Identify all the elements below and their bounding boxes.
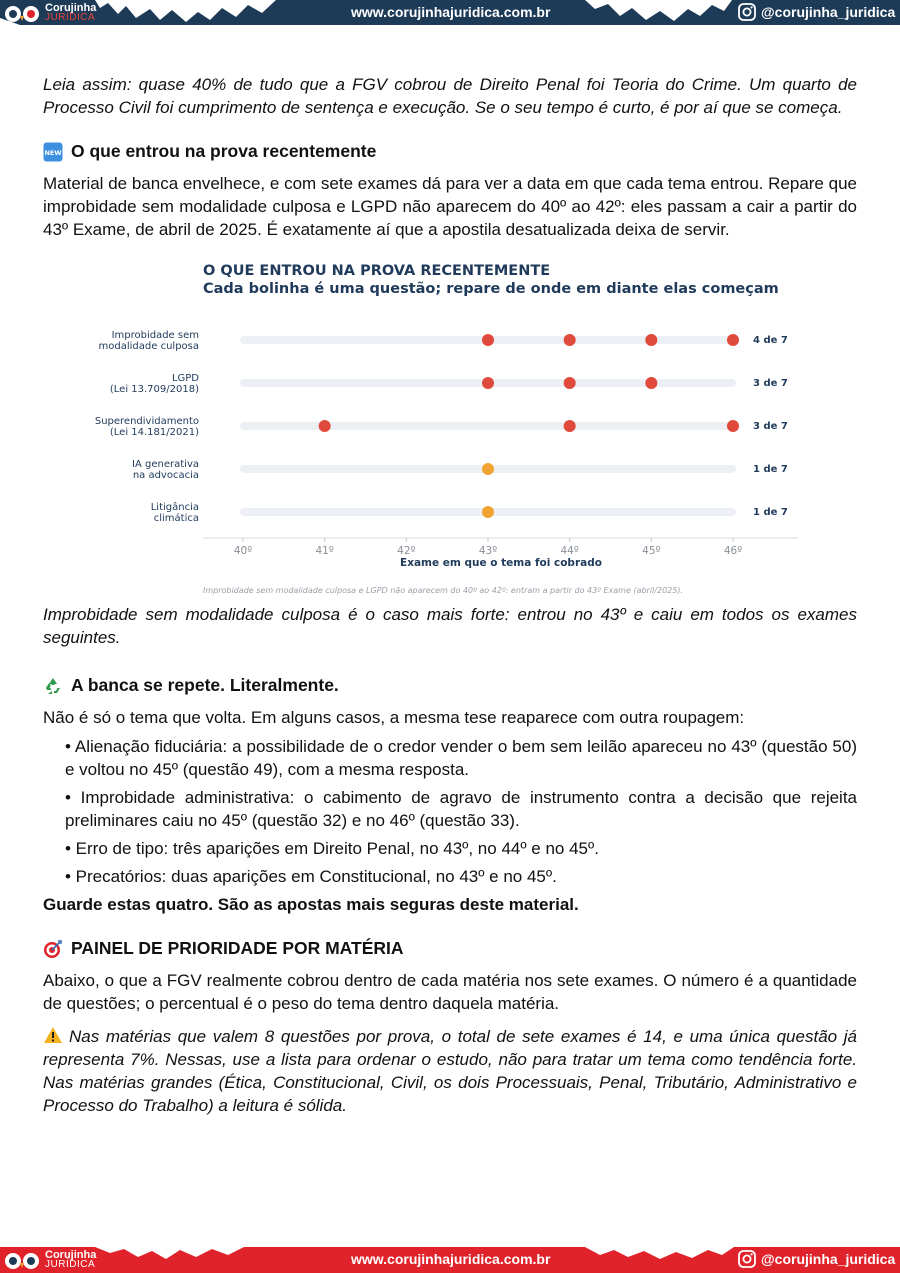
brand-subtitle: JURÍDICA [45, 1259, 96, 1270]
row-label: climática [153, 513, 199, 524]
x-tick-label: 40º [233, 545, 253, 557]
x-tick-label: 46º [723, 545, 743, 557]
section-title: A banca se repete. Literalmente. [71, 675, 339, 695]
header-social-handle: @corujinha_juridica [761, 4, 896, 20]
owl-logo-icon [4, 1249, 42, 1271]
warning-note [43, 1025, 857, 1117]
row-count-label: 3 de 7 [753, 378, 788, 389]
instagram-icon [738, 3, 756, 21]
row-label: Superendividamento [94, 416, 199, 427]
data-point [564, 420, 576, 432]
section-heading-priority [43, 937, 857, 960]
closing-remark: Guarde estas quatro. São as apostas mais seguras deste material. [43, 895, 579, 914]
x-axis-label: Exame em que o tema foi cobrado [400, 557, 602, 569]
row-label: modalidade culposa [98, 341, 199, 352]
x-tick-label: 45º [642, 545, 661, 557]
data-point [482, 377, 494, 389]
intro-paragraph: Leia assim: quase 40% de tudo que a FGV cobrou de Direito Penal foi Teoria do Crime. Um quarto de Processo Civil foi cumprimento de sentença e execução. Se o seu tempo é curto, é por aí que se começa. [43, 75, 857, 117]
row-count-label: 3 de 7 [753, 421, 788, 432]
header-social[interactable] [738, 3, 895, 21]
row-label: (Lei 14.181/2021) [109, 427, 199, 438]
target-icon [43, 939, 63, 959]
chart-canvas [43, 255, 857, 600]
data-point [727, 420, 739, 432]
x-tick-label: 43º [478, 545, 498, 557]
data-point [564, 377, 576, 389]
row-label: (Lei 13.709/2018) [109, 384, 199, 395]
brand-name: Corujinha [45, 1249, 97, 1261]
brand-name: Corujinha [45, 2, 97, 14]
list-item: • Precatórios: duas aparições em Constitucional, no 43º e no 45º. [65, 867, 557, 886]
repeated-theses-list [43, 735, 857, 888]
page-header [0, 0, 900, 25]
footer-brand-logo [4, 1249, 96, 1271]
row-label: na advocacia [132, 470, 199, 481]
page-footer [0, 1247, 900, 1273]
chart-note: Improbidade sem modalidade culposa e LGPD não aparecem do 40º ao 42º: entram a partir do 43º Exame (abril/2025). [203, 586, 683, 595]
row-label: LGPD [171, 373, 199, 384]
row-count-label: 1 de 7 [753, 507, 788, 518]
footer-site-link[interactable]: www.corujinhajuridica.com.br [351, 1251, 551, 1267]
warning-icon [43, 1025, 63, 1045]
list-item: • Erro de tipo: três aparições em Direito Penal, no 43º, no 44º e no 45º. [65, 839, 599, 858]
row-count-label: 1 de 7 [753, 464, 788, 475]
data-point [482, 334, 494, 346]
section-heading-repeat [43, 674, 857, 697]
brand-logo [4, 2, 96, 24]
row-label: IA generativa [132, 459, 199, 470]
header-site-link[interactable]: www.corujinhajuridica.com.br [351, 4, 551, 20]
recycle-icon [43, 676, 63, 696]
data-point [482, 463, 494, 475]
brand-subtitle: JURÍDICA [45, 12, 96, 23]
row-label: Litigância [150, 502, 199, 513]
row-track [240, 422, 736, 430]
chart-subtitle: Cada bolinha é uma questão; repare de onde em diante elas começam [203, 281, 779, 297]
data-point [564, 334, 576, 346]
footer-social[interactable] [738, 1250, 895, 1268]
section-body: Abaixo, o que a FGV realmente cobrou dentro de cada matéria nos sete exames. O número é a quantidade de questões; o percentual é o peso do tema dentro daquela matéria. [43, 971, 857, 1013]
warning-text: Nas matérias que valem 8 questões por prova, o total de sete exames é 14, e uma única questão já representa 7%. Nessas, use a lista para ordenar o estudo, não para tratar um tema como tendência forte. Nas matérias grandes (Ética, Constitucional, Civil, os dois Processuais, Penal, Tributário, Administrativo e Processo do Trabalho) a leitura é sólida. [43, 1027, 857, 1115]
svg-text:NEW: NEW [44, 148, 62, 157]
instagram-icon [738, 1250, 756, 1268]
data-point [727, 334, 739, 346]
data-point [645, 377, 657, 389]
section-heading-recent [43, 140, 857, 163]
x-tick-label: 41º [315, 545, 334, 557]
row-label: Improbidade sem [111, 330, 199, 341]
owl-logo-icon [4, 2, 42, 24]
section-body: Material de banca envelhece, e com sete exames dá para ver a data em que cada tema entrou. Repare que improbidade sem modalidade culposa e LGPD não aparecem do 40º ao 42º: eles passam a cair a partir do 43º Exame, de abril de 2025. É exatamente aí que a apostila desatualizada deixa de servir. [43, 174, 857, 239]
section-title: O que entrou na prova recentemente [71, 141, 377, 161]
data-point [482, 506, 494, 518]
chart-title: O QUE ENTROU NA PROVA RECENTEMENTE [203, 263, 551, 279]
document-body [43, 73, 857, 1117]
new-icon [43, 142, 63, 162]
recent-topics-chart [43, 255, 857, 600]
footer-social-handle: @corujinha_juridica [761, 1251, 896, 1267]
row-count-label: 4 de 7 [753, 335, 788, 346]
x-tick-label: 42º [397, 545, 416, 557]
list-item: • Improbidade administrativa: o cabimento de agravo de instrumento contra a decisão que rejeita preliminares caiu no 45º (questão 32) e no 46º (questão 33). [65, 788, 857, 830]
section-body: Não é só o tema que volta. Em alguns casos, a mesma tese reaparece com outra roupagem: [43, 708, 745, 727]
section-title: PAINEL DE PRIORIDADE POR MATÉRIA [71, 938, 404, 958]
data-point [319, 420, 331, 432]
list-item: • Alienação fiduciária: a possibilidade de o credor vender o bem sem leilão apareceu no 43º (questão 50) e voltou no 45º (questão 49), com a mesma resposta. [65, 737, 857, 779]
x-tick-label: 44º [560, 545, 579, 557]
chart-commentary: Improbidade sem modalidade culposa é o caso mais forte: entrou no 43º e caiu em todos os exames seguintes. [43, 605, 857, 647]
data-point [645, 334, 657, 346]
